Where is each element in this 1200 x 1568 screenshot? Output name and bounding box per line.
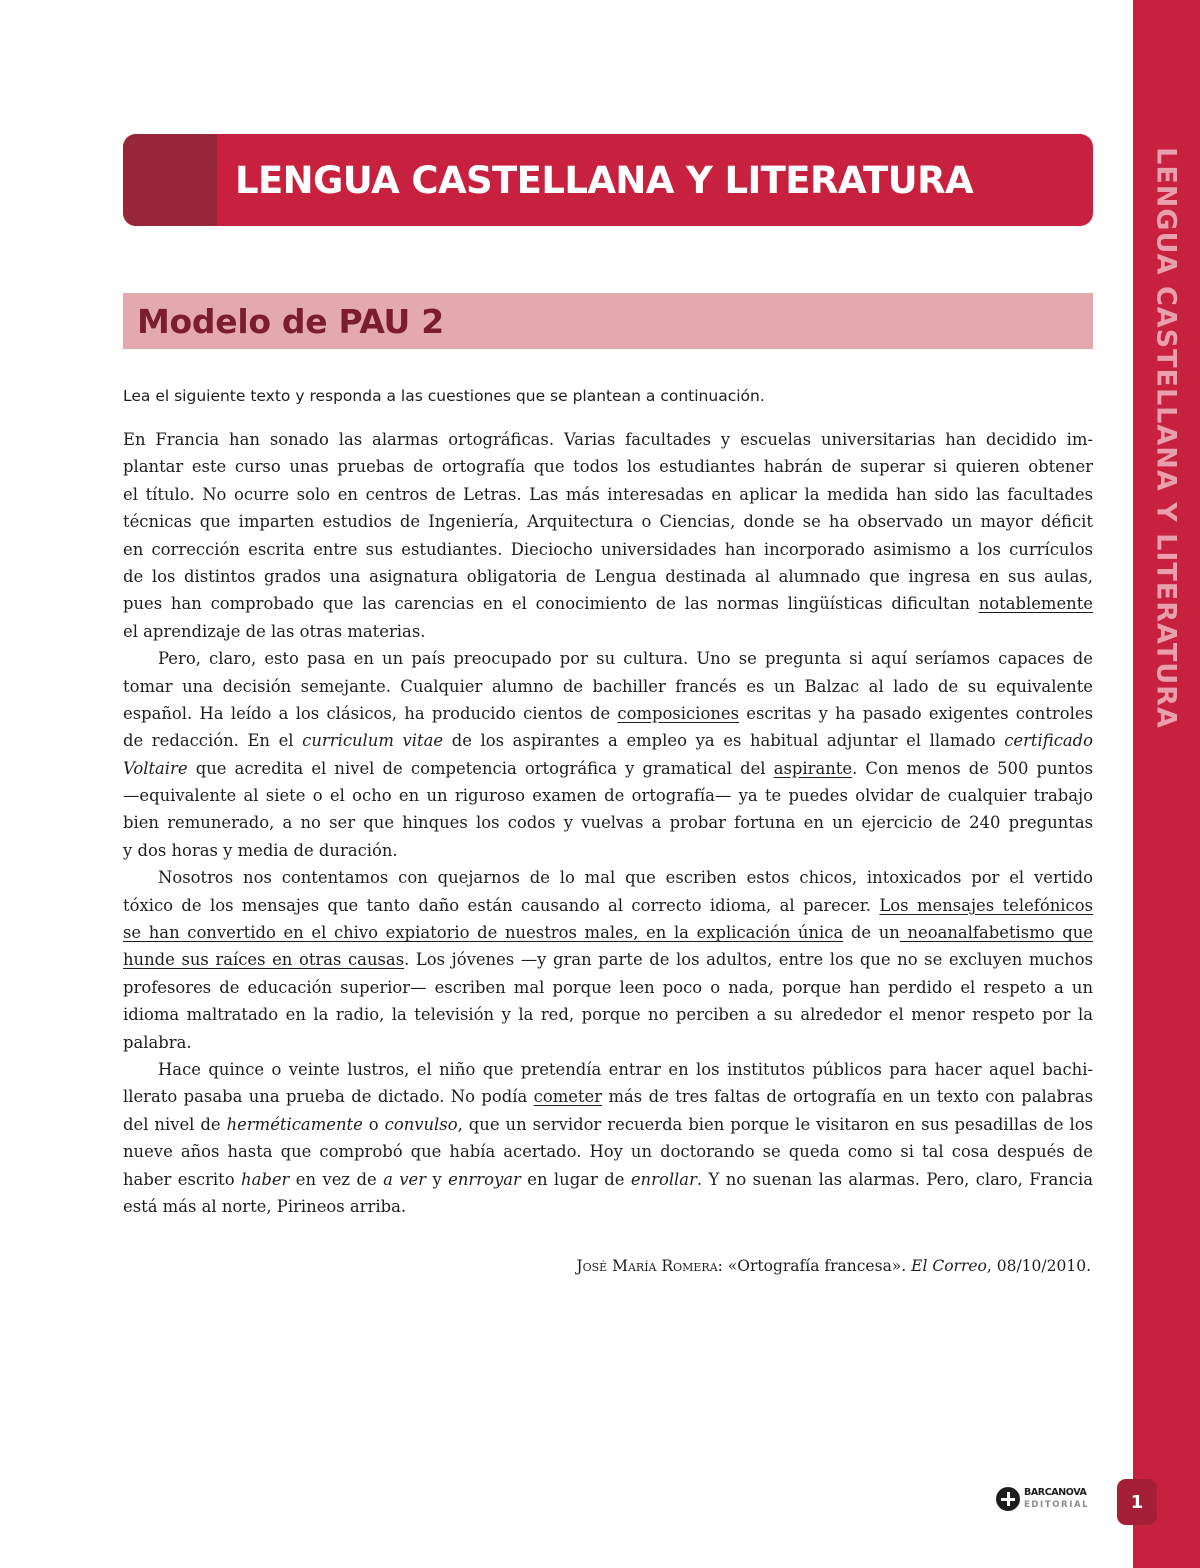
text-line: —equivalente al siete o el ocho en un riguroso examen de ortografía— ya te puedes olvidar de cualquier trabajo bbox=[123, 786, 1093, 806]
text-line: idioma maltratado en la radio, la televisión y la red, porque no perciben a su alrededor el menor respeto por la bbox=[123, 1005, 1093, 1025]
underlined-phrase: neoanalfabetismo que bbox=[899, 923, 1093, 943]
publisher-subtitle: EDITORIAL bbox=[1024, 1500, 1090, 1510]
text-line: profesores de educación superior— escriben mal porque leen poco o nada, porque han perdido el respeto a un bbox=[123, 977, 1093, 997]
text-line: del nivel de herméticamente o convulso, que un servidor recuerda bien porque le visitaron en sus pesadillas de los bbox=[123, 1114, 1093, 1134]
publisher-logo-icon bbox=[996, 1487, 1020, 1511]
text-line: tomar una decisión semejante. Cualquier alumno de bachiller francés es un Balzac al lado de su equivalente bbox=[123, 676, 1093, 696]
underlined-word: cometer bbox=[533, 1087, 603, 1107]
sidebar-title: LENGUA CASTELLANA Y LITERATURA bbox=[1150, 147, 1182, 729]
article-text bbox=[123, 426, 1093, 1220]
underlined-phrase: hunde sus raíces en otras causas bbox=[123, 950, 405, 970]
header-accent-block bbox=[123, 134, 217, 226]
underlined-word: notablemente bbox=[978, 594, 1093, 614]
source-citation: José María Romera: «Ortografía francesa». El Correo, 08/10/2010. bbox=[576, 1257, 1091, 1275]
header-banner bbox=[123, 134, 1093, 226]
text-line: Hace quince o veinte lustros, el niño que pretendía entrar en los institutos públicos para hacer aquel bachi- bbox=[158, 1059, 1093, 1079]
underlined-phrase: se han convertido en el chivo expiatorio de nuestros males, en la explicación única bbox=[123, 923, 844, 943]
text-line: pues han comprobado que las carencias en el conocimiento de las normas lingüísticas dificultan notablemente bbox=[123, 594, 1093, 614]
text-line: de redacción. En el curriculum vitae de los aspirantes a empleo ya es habitual adjuntar el llamado certificado bbox=[123, 731, 1094, 751]
text-line: llerato pasaba una prueba de dictado. No podía cometer más de tres faltas de ortografía en un texto con palabras bbox=[123, 1087, 1094, 1107]
text-line: palabra. bbox=[123, 1032, 192, 1052]
text-line: el aprendizaje de las otras materias. bbox=[123, 621, 426, 641]
text-line: hunde sus raíces en otras causas. Los jóvenes —y gran parte de los adultos, entre los que no se excluyen muchos bbox=[123, 950, 1093, 970]
text-line: En Francia han sonado las alarmas ortográficas. Varias facultades y escuelas universitarias han decidido im- bbox=[123, 430, 1093, 449]
text-line: plantar este curso unas pruebas de ortografía que todos los estudiantes habrán de superar si quieren obtener bbox=[123, 457, 1093, 477]
text-line: se han convertido en el chivo expiatorio de nuestros males, en la explicación única de un neoanalfabetismo que bbox=[123, 923, 1093, 943]
page-number: 1 bbox=[1117, 1479, 1157, 1525]
text-line: Voltaire que acredita el nivel de competencia ortográfica y gramatical del aspirante. Con menos de 500 puntos bbox=[123, 758, 1093, 778]
publisher-logo bbox=[996, 1484, 1096, 1514]
text-line: bien remunerado, a no ser que hinques los codos y vuelvas a probar fortuna en un ejercicio de 240 preguntas bbox=[123, 813, 1093, 833]
text-line: español. Ha leído a los clásicos, ha producido cientos de composiciones escritas y ha pasado exigentes controles bbox=[123, 703, 1093, 723]
header-title: LENGUA CASTELLANA Y LITERATURA bbox=[235, 159, 974, 202]
text-line: el título. No ocurre solo en centros de Letras. Las más interesadas en aplicar la medida han sido las facultades bbox=[123, 484, 1093, 504]
text-line: Pero, claro, esto pasa en un país preocupado por su cultura. Uno se pregunta si aquí seríamos capaces de bbox=[158, 649, 1093, 669]
text-line: de los distintos grados una asignatura obligatoria de Lengua destinada al alumnado que ingresa en sus aulas, bbox=[123, 566, 1093, 586]
source-author: José María Romera bbox=[576, 1257, 718, 1275]
underlined-phrase: Los mensajes telefónicos bbox=[879, 895, 1093, 915]
text-line: técnicas que imparten estudios de Ingeniería, Arquitectura o Ciencias, donde se ha observado un mayor déficit bbox=[123, 512, 1093, 532]
text-line: tóxico de los mensajes que tanto daño están causando al correcto idioma, al parecer. Los mensajes telefónicos bbox=[123, 895, 1093, 915]
underlined-word: composiciones bbox=[617, 703, 739, 723]
section-band bbox=[123, 293, 1093, 349]
text-line: haber escrito haber en vez de a ver y enrroyar en lugar de enrollar. Y no suenan las alarmas. Pero, claro, Francia bbox=[123, 1169, 1093, 1189]
publisher-name: BARCANOVA bbox=[1024, 1487, 1087, 1498]
text-line: en corrección escrita entre sus estudiantes. Dieciocho universidades han incorporado asimismo a los currículos bbox=[123, 539, 1093, 559]
text-line: y dos horas y media de duración. bbox=[123, 840, 398, 860]
text-line: Nosotros nos contentamos con quejarnos de lo mal que escriben estos chicos, intoxicados por el vertido bbox=[158, 868, 1093, 888]
underlined-word: aspirante bbox=[773, 758, 853, 778]
text-line: está más al norte, Pirineos arriba. bbox=[123, 1196, 407, 1216]
source-publication: El Correo bbox=[911, 1257, 987, 1275]
instruction-text: Lea el siguiente texto y responda a las cuestiones que se plantean a continuación. bbox=[123, 387, 765, 405]
text-line: nueve años hasta que comprobó que había acertado. Hoy un doctorando se queda como si tal cosa después de bbox=[123, 1142, 1093, 1162]
section-title: Modelo de PAU 2 bbox=[137, 302, 444, 341]
